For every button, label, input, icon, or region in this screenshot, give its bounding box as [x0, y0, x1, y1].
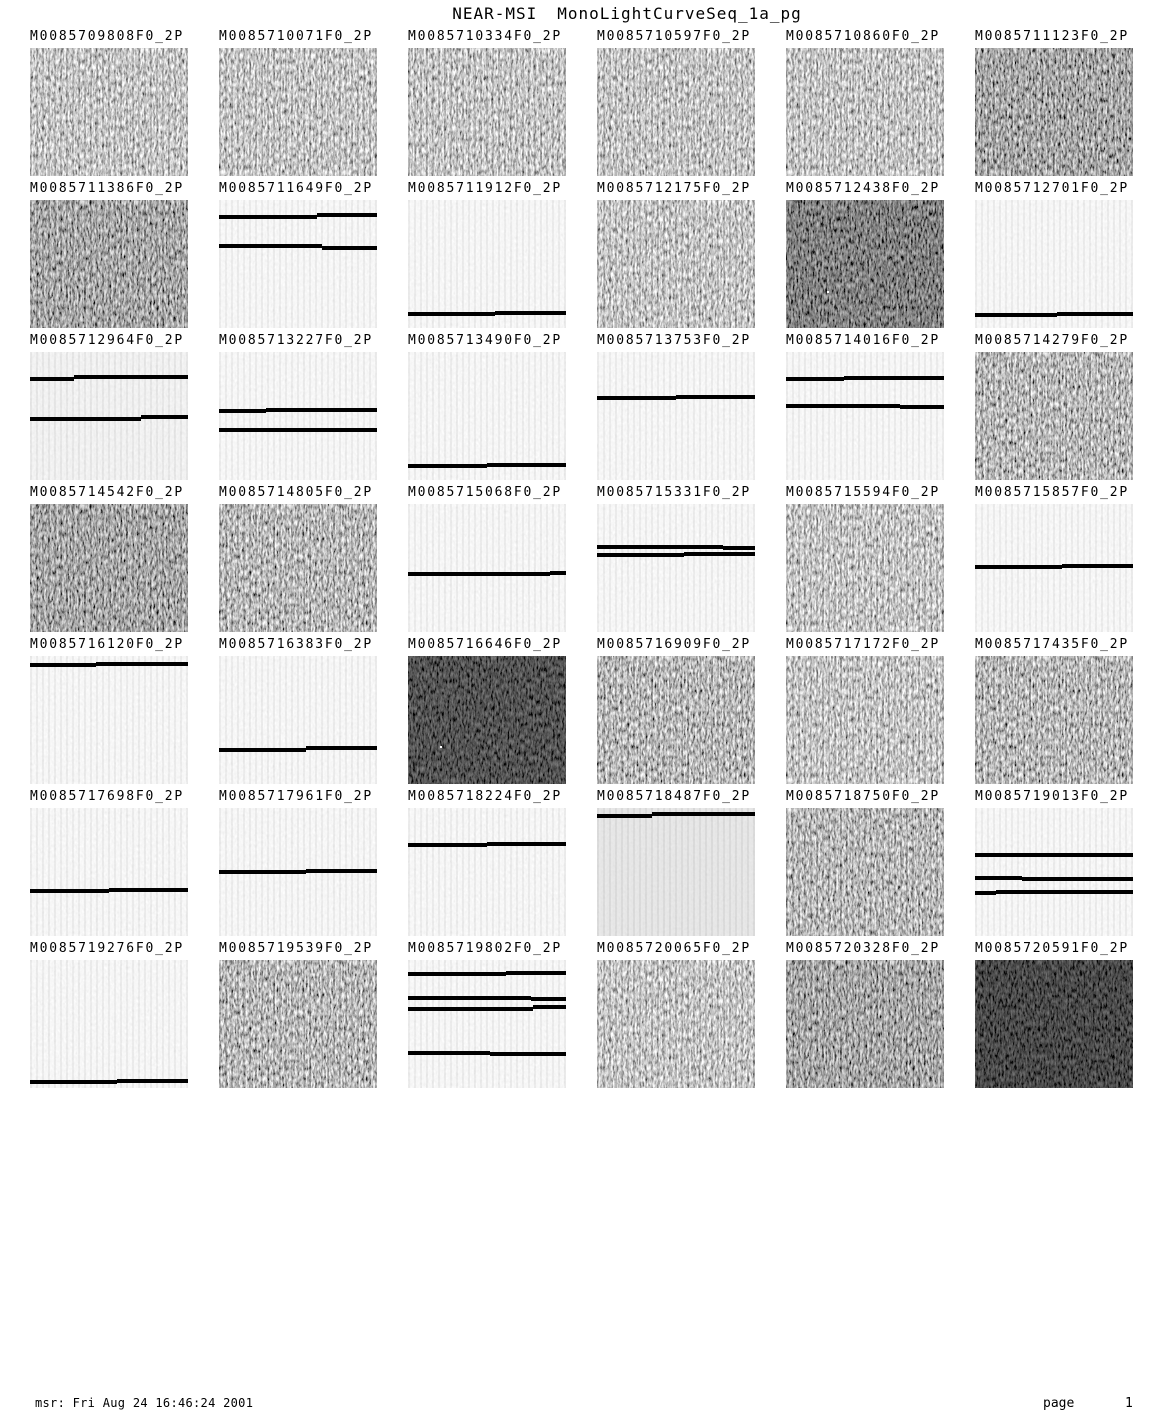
lightcurve-line-segment	[1062, 564, 1133, 568]
image-noise-texture	[597, 656, 755, 784]
thumbnail-cell	[597, 636, 755, 784]
lightcurve-line-segment	[30, 1080, 117, 1084]
image-noise-texture	[219, 960, 377, 1088]
thumbnail-cell	[408, 180, 566, 328]
image-noise-texture	[975, 808, 1133, 936]
image-label: M0085718487F0_2P	[597, 789, 752, 804]
page-title	[0, 4, 1164, 23]
bright-pixel	[827, 291, 829, 293]
lightcurve-line-segment	[408, 572, 550, 576]
image-label: M0085712964F0_2P	[30, 333, 185, 348]
lightcurve-line-segment	[487, 842, 566, 846]
image-label: M0085715068F0_2P	[408, 485, 563, 500]
thumbnail-cell	[408, 940, 566, 1088]
image-noise-texture	[408, 656, 566, 784]
lightcurve-line-segment	[109, 888, 188, 892]
thumbnail-image	[30, 48, 188, 176]
lightcurve-line-segment	[652, 812, 755, 816]
image-noise-texture	[408, 960, 566, 1088]
image-label: M0085720591F0_2P	[975, 941, 1130, 956]
image-label: M0085712701F0_2P	[975, 181, 1130, 196]
lightcurve-line-segment	[597, 553, 684, 557]
thumbnail-cell	[597, 332, 755, 480]
image-label: M0085713227F0_2P	[219, 333, 374, 348]
thumbnail-image	[975, 352, 1133, 480]
thumbnail-cell	[975, 940, 1133, 1088]
lightcurve-line-segment	[408, 312, 495, 316]
thumbnail-cell	[597, 940, 755, 1088]
lightcurve-line-segment	[306, 746, 377, 750]
thumbnail-image	[975, 656, 1133, 784]
thumbnail-cell	[219, 484, 377, 632]
thumbnail-cell	[975, 28, 1133, 176]
image-label: M0085715331F0_2P	[597, 485, 752, 500]
thumbnail-image	[219, 808, 377, 936]
image-noise-texture	[786, 960, 944, 1088]
image-label: M0085719276F0_2P	[30, 941, 185, 956]
lightcurve-line-segment	[408, 464, 487, 468]
thumbnail-cell	[597, 484, 755, 632]
thumbnail-image	[786, 960, 944, 1088]
thumbnail-image	[30, 960, 188, 1088]
thumbnail-cell	[786, 636, 944, 784]
thumbnail-image	[219, 960, 377, 1088]
thumbnail-image	[975, 808, 1133, 936]
title-sequence: MonoLightCurveSeq_1a_pg	[557, 4, 802, 23]
lightcurve-line-segment	[408, 972, 506, 976]
thumbnail-cell	[30, 180, 188, 328]
thumbnail-image	[408, 960, 566, 1088]
image-label: M0085714805F0_2P	[219, 485, 374, 500]
lightcurve-line-segment	[141, 415, 188, 419]
thumbnail-image	[786, 504, 944, 632]
image-noise-texture	[597, 352, 755, 480]
thumbnail-image	[597, 656, 755, 784]
footer-page-number: 1	[1125, 1396, 1133, 1411]
bright-pixel	[440, 746, 442, 748]
image-noise-texture	[219, 200, 377, 328]
image-label: M0085711123F0_2P	[975, 29, 1130, 44]
thumbnail-image	[219, 48, 377, 176]
lightcurve-line-segment	[844, 376, 944, 380]
thumbnail-cell	[597, 28, 755, 176]
image-label: M0085711386F0_2P	[30, 181, 185, 196]
lightcurve-line-segment	[1018, 853, 1133, 857]
thumbnail-image	[975, 48, 1133, 176]
thumbnail-cell	[786, 940, 944, 1088]
image-label: M0085720065F0_2P	[597, 941, 752, 956]
lightcurve-line-segment	[219, 748, 306, 752]
image-noise-texture	[30, 656, 188, 784]
thumbnail-image	[786, 656, 944, 784]
lightcurve-line-segment	[786, 404, 900, 408]
image-noise-texture	[30, 960, 188, 1088]
image-noise-texture	[30, 504, 188, 632]
thumbnail-cell	[219, 332, 377, 480]
thumbnail-cell	[219, 28, 377, 176]
image-noise-texture	[408, 808, 566, 936]
thumbnail-image	[30, 352, 188, 480]
thumbnail-image	[408, 200, 566, 328]
image-noise-texture	[30, 48, 188, 176]
image-noise-texture	[975, 656, 1133, 784]
footer-timestamp: msr: Fri Aug 24 16:46:24 2001	[35, 1396, 254, 1410]
thumbnail-cell	[30, 484, 188, 632]
thumbnail-cell	[408, 484, 566, 632]
image-label: M0085711649F0_2P	[219, 181, 374, 196]
image-label: M0085710860F0_2P	[786, 29, 941, 44]
image-noise-texture	[408, 48, 566, 176]
thumbnail-image	[408, 504, 566, 632]
thumbnail-grid	[30, 28, 1133, 1088]
thumbnail-image	[30, 656, 188, 784]
lightcurve-line-segment	[408, 996, 531, 1000]
lightcurve-line-segment	[684, 552, 755, 556]
thumbnail-image	[408, 352, 566, 480]
thumbnail-cell	[786, 484, 944, 632]
image-noise-texture	[975, 352, 1133, 480]
thumbnail-image	[219, 352, 377, 480]
image-label: M0085710334F0_2P	[408, 29, 563, 44]
lightcurve-line-segment	[408, 1051, 490, 1055]
thumbnail-cell	[975, 788, 1133, 936]
thumbnail-cell	[975, 180, 1133, 328]
lightcurve-line-segment	[495, 311, 566, 315]
lightcurve-line-segment	[1022, 877, 1133, 881]
lightcurve-line-segment	[996, 890, 1133, 894]
lightcurve-line-segment	[1057, 312, 1133, 316]
image-label: M0085714279F0_2P	[975, 333, 1130, 348]
thumbnail-cell	[975, 484, 1133, 632]
image-label: M0085719013F0_2P	[975, 789, 1130, 804]
lightcurve-line-segment	[408, 1007, 533, 1011]
image-noise-texture	[975, 960, 1133, 1088]
lightcurve-line-segment	[317, 213, 377, 217]
lightcurve-line-segment	[322, 246, 377, 250]
image-label: M0085716120F0_2P	[30, 637, 185, 652]
image-noise-texture	[786, 352, 944, 480]
lightcurve-line-segment	[975, 313, 1057, 317]
thumbnail-image	[408, 656, 566, 784]
image-label: M0085712438F0_2P	[786, 181, 941, 196]
lightcurve-line-segment	[30, 663, 96, 667]
thumbnail-image	[786, 200, 944, 328]
thumbnail-image	[408, 808, 566, 936]
image-label: M0085714542F0_2P	[30, 485, 185, 500]
thumbnail-cell	[30, 332, 188, 480]
thumbnail-image	[30, 200, 188, 328]
lightcurve-line-segment	[306, 869, 377, 873]
lightcurve-line-segment	[533, 1005, 566, 1009]
thumbnail-image	[30, 808, 188, 936]
lightcurve-line-segment	[30, 417, 141, 421]
image-noise-texture	[408, 504, 566, 632]
thumbnail-cell	[30, 940, 188, 1088]
thumbnail-image	[597, 960, 755, 1088]
thumbnail-image	[975, 960, 1133, 1088]
thumbnail-cell	[597, 180, 755, 328]
image-label: M0085716909F0_2P	[597, 637, 752, 652]
image-label: M0085713490F0_2P	[408, 333, 563, 348]
image-label: M0085717698F0_2P	[30, 789, 185, 804]
thumbnail-cell	[30, 636, 188, 784]
lightcurve-line-segment	[786, 377, 844, 381]
image-noise-texture	[219, 48, 377, 176]
lightcurve-line-segment	[723, 546, 755, 550]
lightcurve-line-segment	[975, 853, 1018, 857]
lightcurve-line-segment	[408, 843, 487, 847]
thumbnail-image	[786, 808, 944, 936]
image-label: M0085717172F0_2P	[786, 637, 941, 652]
image-noise-texture	[975, 200, 1133, 328]
image-noise-texture	[219, 504, 377, 632]
thumbnail-image	[219, 200, 377, 328]
image-noise-texture	[408, 200, 566, 328]
lightcurve-line-segment	[490, 1052, 566, 1056]
image-label: M0085719539F0_2P	[219, 941, 374, 956]
lightcurve-line-segment	[219, 215, 317, 219]
image-label: M0085720328F0_2P	[786, 941, 941, 956]
thumbnail-image	[219, 504, 377, 632]
title-instrument: NEAR-MSI	[452, 4, 538, 23]
thumbnail-cell	[786, 28, 944, 176]
thumbnail-cell	[219, 788, 377, 936]
thumbnail-cell	[219, 180, 377, 328]
thumbnail-cell	[975, 636, 1133, 784]
image-label: M0085717435F0_2P	[975, 637, 1130, 652]
thumbnail-cell	[408, 28, 566, 176]
lightcurve-line-segment	[238, 428, 377, 432]
thumbnail-image	[786, 352, 944, 480]
thumbnail-image	[597, 808, 755, 936]
thumbnail-cell	[408, 332, 566, 480]
lightcurve-line-segment	[597, 396, 676, 400]
image-label: M0085715594F0_2P	[786, 485, 941, 500]
lightcurve-line-segment	[531, 997, 566, 1001]
lightcurve-line-segment	[506, 971, 566, 975]
image-label: M0085713753F0_2P	[597, 333, 752, 348]
image-label: M0085718224F0_2P	[408, 789, 563, 804]
image-label: M0085716383F0_2P	[219, 637, 374, 652]
image-noise-texture	[30, 808, 188, 936]
footer-page-label: page	[1043, 1396, 1075, 1411]
image-noise-texture	[786, 48, 944, 176]
lightcurve-line-segment	[30, 889, 109, 893]
lightcurve-line-segment	[219, 870, 306, 874]
thumbnail-image	[597, 352, 755, 480]
thumbnail-cell	[975, 332, 1133, 480]
image-label: M0085709808F0_2P	[30, 29, 185, 44]
image-label: M0085710597F0_2P	[597, 29, 752, 44]
lightcurve-line-segment	[74, 375, 188, 379]
lightcurve-line-segment	[900, 405, 944, 409]
thumbnail-image	[30, 504, 188, 632]
image-noise-texture	[219, 656, 377, 784]
thumbnail-image	[975, 504, 1133, 632]
image-label: M0085717961F0_2P	[219, 789, 374, 804]
thumbnail-cell	[597, 788, 755, 936]
image-noise-texture	[786, 504, 944, 632]
lightcurve-line-segment	[975, 565, 1062, 569]
lightcurve-line-segment	[975, 876, 1022, 880]
lightcurve-line-segment	[550, 571, 566, 575]
image-noise-texture	[408, 352, 566, 480]
thumbnail-image	[597, 200, 755, 328]
lightcurve-line-segment	[487, 463, 566, 467]
lightcurve-line-segment	[676, 395, 755, 399]
lightcurve-line-segment	[597, 545, 723, 549]
image-noise-texture	[219, 352, 377, 480]
image-label: M0085719802F0_2P	[408, 941, 563, 956]
lightcurve-line-segment	[266, 408, 377, 412]
lightcurve-line-segment	[117, 1079, 188, 1083]
thumbnail-cell	[219, 940, 377, 1088]
thumbnail-cell	[786, 180, 944, 328]
thumbnail-cell	[408, 636, 566, 784]
lightcurve-line-segment	[219, 409, 266, 413]
image-noise-texture	[786, 200, 944, 328]
thumbnail-image	[597, 48, 755, 176]
thumbnail-cell	[408, 788, 566, 936]
image-label: M0085712175F0_2P	[597, 181, 752, 196]
image-noise-texture	[597, 808, 755, 936]
lightcurve-line-segment	[30, 377, 74, 381]
image-noise-texture	[786, 808, 944, 936]
image-noise-texture	[597, 200, 755, 328]
image-label: M0085715857F0_2P	[975, 485, 1130, 500]
image-noise-texture	[597, 504, 755, 632]
thumbnail-image	[219, 656, 377, 784]
image-label: M0085718750F0_2P	[786, 789, 941, 804]
thumbnail-image	[597, 504, 755, 632]
image-noise-texture	[975, 48, 1133, 176]
thumbnail-cell	[219, 636, 377, 784]
image-noise-texture	[30, 200, 188, 328]
image-label: M0085710071F0_2P	[219, 29, 374, 44]
thumbnail-image	[975, 200, 1133, 328]
thumbnail-cell	[786, 332, 944, 480]
lightcurve-line-segment	[219, 244, 322, 248]
thumbnail-cell	[30, 788, 188, 936]
image-noise-texture	[597, 960, 755, 1088]
image-noise-texture	[786, 656, 944, 784]
image-label: M0085711912F0_2P	[408, 181, 563, 196]
lightcurve-line-segment	[975, 891, 996, 895]
thumbnail-image	[786, 48, 944, 176]
image-label: M0085714016F0_2P	[786, 333, 941, 348]
image-label: M0085716646F0_2P	[408, 637, 563, 652]
lightcurve-line-segment	[219, 428, 238, 432]
thumbnail-image	[408, 48, 566, 176]
image-noise-texture	[597, 48, 755, 176]
thumbnail-cell	[786, 788, 944, 936]
lightcurve-line-segment	[597, 814, 652, 818]
lightcurve-line-segment	[96, 662, 188, 666]
thumbnail-cell	[30, 28, 188, 176]
